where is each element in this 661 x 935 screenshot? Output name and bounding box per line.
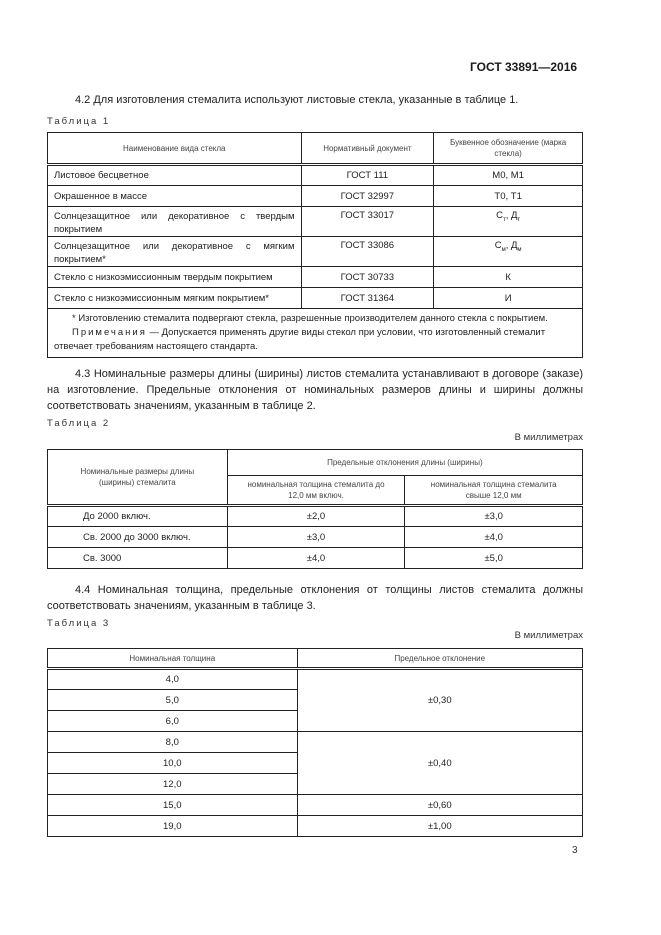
cell-name: Стекло с низкоэмиссионным мягким покрытием* [48, 288, 302, 309]
cell-name: Солнцезащитное или декоративное с мягким покрытием* [48, 237, 302, 267]
table1-note [54, 326, 576, 354]
table-2 [47, 449, 583, 569]
mark-letter: С [496, 210, 503, 221]
mark-separator: , [505, 240, 511, 251]
cell-name: Солнцезащитное или декоративное с твердым покрытием [48, 207, 302, 237]
table3-header-deviation: Предельное отклонение [297, 649, 582, 669]
table2-units: В миллиметрах [514, 432, 583, 443]
table-row [48, 795, 583, 816]
mark-subscript: м [517, 246, 522, 253]
table3-label: Таблица 3 [47, 618, 111, 629]
table3-header-thickness: Номинальная толщина [48, 649, 298, 669]
table3-units: В миллиметрах [514, 630, 583, 641]
note-label: Примечания [72, 327, 147, 338]
table-row [48, 165, 583, 186]
table-row [48, 506, 583, 527]
cell-size: До 2000 включ. [48, 506, 228, 527]
table2-header-group: Предельные отклонения длины (ширины) [227, 450, 582, 476]
cell-deviation: ±0,40 [297, 732, 582, 795]
table1-footnote: * Изготовлению стемалита подвергают стекла, разрешенные производителем данного стекла с покрытием. [72, 313, 548, 324]
cell-thickness: 4,0 [48, 669, 298, 690]
table-row [48, 732, 583, 753]
table-row [48, 207, 583, 237]
cell-dev2: ±4,0 [405, 527, 583, 548]
table1-label: Таблица 1 [47, 116, 111, 127]
cell-doc: ГОСТ 111 [301, 165, 434, 186]
table1-notes [48, 309, 583, 358]
cell-thickness: 10,0 [48, 753, 298, 774]
paragraph-4-2: 4.2 Для изготовления стемалита используют листовые стекла, указанные в таблице 1. [75, 94, 519, 106]
cell-dev1: ±3,0 [227, 527, 405, 548]
page-number: 3 [572, 845, 578, 856]
cell-dev1: ±4,0 [227, 548, 405, 569]
cell-mark: К [434, 267, 583, 288]
table1-notes-row [48, 309, 583, 358]
mark-subscript: т [517, 216, 521, 223]
cell-name: Листовое бесцветное [48, 165, 302, 186]
cell-doc: ГОСТ 31364 [301, 288, 434, 309]
mark-separator: , [505, 210, 511, 221]
cell-doc: ГОСТ 33086 [301, 237, 434, 267]
table-row [48, 186, 583, 207]
cell-size: Св. 2000 до 3000 включ. [48, 527, 228, 548]
table-row [48, 237, 583, 267]
cell-mark [434, 207, 583, 237]
cell-thickness: 19,0 [48, 816, 298, 837]
paragraph-4-4: 4.4 Номинальная толщина, предельные отклонения от толщины листов стемалита должны соответствовать значениям, указанным в таблице 3. [47, 584, 583, 612]
cell-doc: ГОСТ 33017 [301, 207, 434, 237]
cell-thickness: 6,0 [48, 711, 298, 732]
mark-letter: Д [510, 210, 518, 221]
cell-thickness: 5,0 [48, 690, 298, 711]
cell-dev2: ±3,0 [405, 506, 583, 527]
table1-header-name: Наименование вида стекла [48, 133, 302, 165]
cell-mark: И [434, 288, 583, 309]
mark-letter: Д [510, 240, 518, 251]
cell-mark: Т0, Т1 [434, 186, 583, 207]
mark-letter: С [494, 240, 502, 251]
table-row [48, 816, 583, 837]
cell-thickness: 15,0 [48, 795, 298, 816]
cell-mark: М0, М1 [434, 165, 583, 186]
cell-deviation: ±0,60 [297, 795, 582, 816]
cell-thickness: 12,0 [48, 774, 298, 795]
paragraph-4-3: 4.3 Номинальные размеры длины (ширины) листов стемалита устанавливают в договоре (заказе) на изготовление. Предельные отклонения от номинальных размеров длины и ширины должны соответствовать значениям, указанным в таблице 2. [47, 368, 583, 412]
document-id: ГОСТ 33891—2016 [470, 60, 578, 74]
table-row [48, 267, 583, 288]
table2-label: Таблица 2 [47, 418, 111, 429]
cell-mark [434, 237, 583, 267]
cell-doc: ГОСТ 32997 [301, 186, 434, 207]
table-row [48, 288, 583, 309]
cell-size: Св. 3000 [48, 548, 228, 569]
table-row [48, 527, 583, 548]
cell-name: Окрашенное в массе [48, 186, 302, 207]
table-row [48, 548, 583, 569]
cell-dev1: ±2,0 [227, 506, 405, 527]
cell-dev2: ±5,0 [405, 548, 583, 569]
cell-name: Стекло с низкоэмиссионным твердым покрытием [48, 267, 302, 288]
table2-header-sub2: номинальная толщина стемалита свыше 12,0 мм [405, 476, 583, 506]
cell-doc: ГОСТ 30733 [301, 267, 434, 288]
cell-deviation: ±1,00 [297, 816, 582, 837]
table-1 [47, 132, 583, 358]
table2-header-sub1: номинальная толщина стемалита до 12,0 мм включ. [227, 476, 405, 506]
table-3 [47, 648, 583, 837]
mark-subscript: т [502, 216, 506, 223]
table1-header-doc: Нормативный документ [301, 133, 434, 165]
cell-thickness: 8,0 [48, 732, 298, 753]
table1-header-mark: Буквенное обозначение (марка стекла) [434, 133, 583, 165]
note-text: — Допускается применять другие виды стекол при условии, что изготовленный стемалит отвечает требованиям настоящего стандарта. [54, 327, 546, 352]
table2-header-size: Номинальные размеры длины (ширины) стемалита [48, 450, 228, 506]
mark-subscript: м [501, 246, 506, 253]
table-row [48, 669, 583, 690]
cell-deviation: ±0,30 [297, 669, 582, 732]
